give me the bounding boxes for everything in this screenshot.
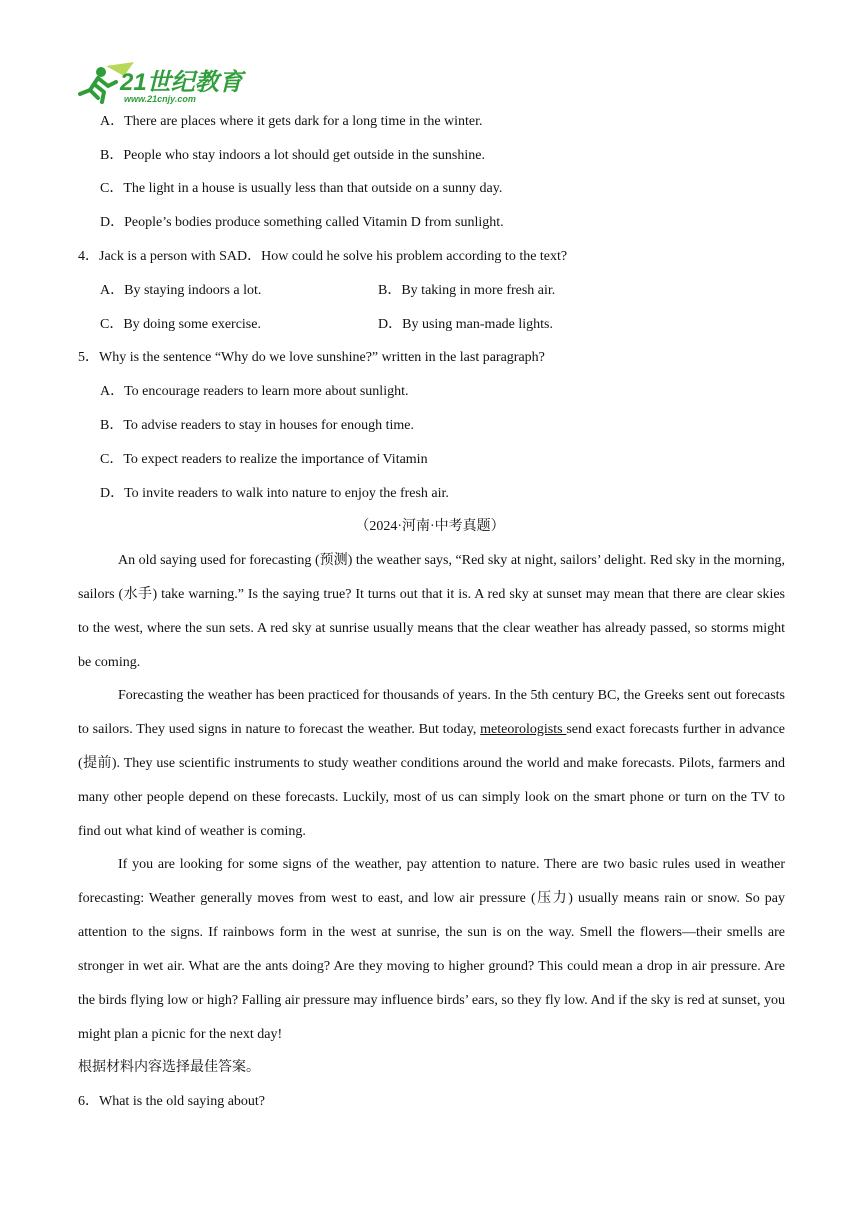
source-label: （2024·河南·中考真题） [355,519,505,534]
q3-option-a: A．There are places where it gets dark for a long time in the winter. [100,114,483,129]
q4-option-a: A．By staying indoors a lot. [100,283,262,298]
runner-logo-icon [76,60,246,106]
q4-stem: 4．Jack is a person with SAD．How could he solve his problem according to the text? [78,249,568,264]
passage-paragraph-3: If you are looking for some signs of the weather, pay attention to nature. There are two basic rules used in weather forecasting: Weather generally moves from west to east, and low air pressure (压力) usually means rain or snow. So pay attention to the signs. If rainbows form in the west at sunrise, the sun is on the way. Smell the flowers—their smells are stronger in wet air. What are the ants doing? Are they moving to higher ground? This could mean a drop in air pressure. Are the birds flying low or high? Falling air pressure may influence birds’ ears, so they fly low. And if the sky is red at sunset, you might plan a picnic for the next day! [78,857,785,1042]
q6-stem: 6．What is the old saying about? [78,1094,266,1109]
underlined-word: meteorologists [480,722,567,737]
q5-option-a: A．To encourage readers to learn more about sunlight. [100,384,409,399]
logo-url-text: www.21cnjy.com [124,94,196,104]
q5-stem: 5．Why is the sentence “Why do we love sunshine?” written in the last paragraph? [78,350,545,365]
q4-option-b: B．By taking in more fresh air. [378,283,556,298]
passage-paragraph-2 [78,679,785,849]
q3-option-c: C．The light in a house is usually less than that outside on a sunny day. [100,181,503,196]
q3-option-d: D．People’s bodies produce something called Vitamin D from sunlight. [100,215,504,230]
passage-paragraph-1: An old saying used for forecasting (预测) the weather says, “Red sky at night, sailors’ delight. Red sky in the morning, sailors (水手) take warning.” Is the saying true? It turns out that it is. A red sky at sunset may mean that there are clear skies to the west, where the sun sets. A red sky at sunrise usually means that the clear weather has already passed, so storms might be coming. [78,553,785,670]
q5-option-d: D．To invite readers to walk into nature to enjoy the fresh air. [100,486,449,501]
q5-option-b: B．To advise readers to stay in houses for enough time. [100,418,414,433]
q4-option-d: D．By using man-made lights. [378,317,553,332]
paragraph-2-text-after: send exact forecasts further in advance (提前). They use scientific instruments to study weather conditions around the world and make forecasts. Pilots, farmers and many other people depend on these forecasts. Luckily, most of us can simply look on the smart phone or turn on the TV to find out what kind of weather is coming. [78,722,786,839]
instruction-text: 根据材料内容选择最佳答案。 [78,1060,260,1075]
q3-option-b: B．People who stay indoors a lot should get outside in the sunshine. [100,148,485,163]
logo-main-text: 21世纪教育 [120,69,243,96]
q4-option-c: C．By doing some exercise. [100,317,261,332]
site-logo [76,60,246,106]
q5-option-c: C．To expect readers to realize the importance of Vitamin [100,452,428,467]
paragraph-2-text-before: Forecasting the weather has been practiced for thousands of years. In the 5th century BC, the Greeks sent out forecasts to sailors. They used signs in nature to forecast the weather. But today, [78,688,785,737]
